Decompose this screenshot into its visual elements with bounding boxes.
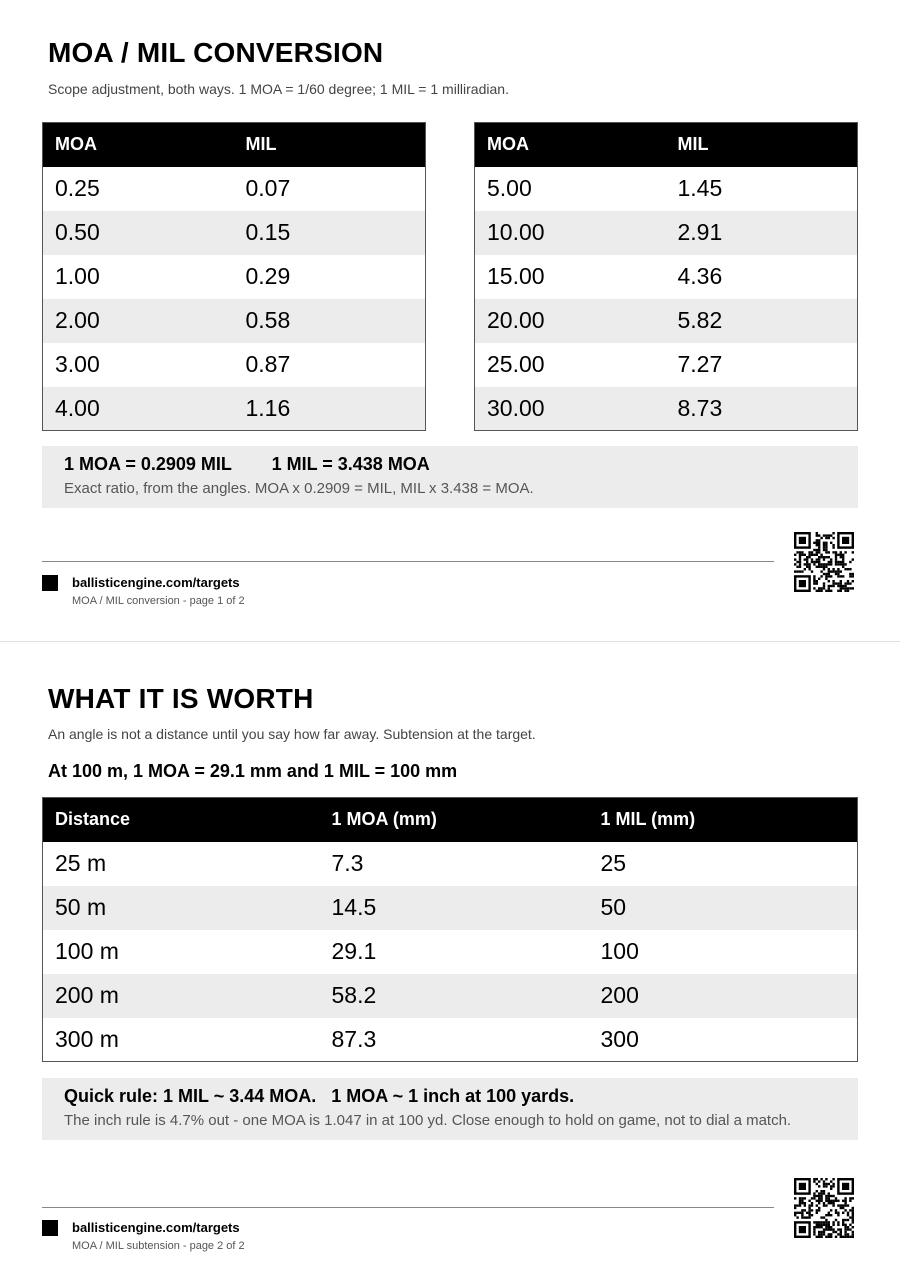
table-cell: 3.00: [55, 351, 100, 377]
table-row: [43, 299, 426, 343]
table-cell: 15.00: [487, 263, 545, 289]
page-2: [0, 642, 900, 1284]
quick-rule-heading: Quick rule: 1 MIL ~ 3.44 MOA. 1 MOA ~ 1 inch at 100 yards.: [64, 1086, 575, 1106]
table-cell: 2.91: [666, 211, 858, 255]
table-cell: 1.45: [677, 175, 723, 201]
table-cell: 100 m: [55, 938, 119, 964]
ratio-note-box: [42, 446, 858, 508]
column-header: 1 MOA (mm): [320, 798, 589, 842]
table-header-row: [43, 798, 858, 842]
table-cell: 200: [589, 974, 858, 1018]
table-cell: 1.16: [234, 387, 426, 431]
column-header: Distance: [43, 798, 320, 842]
table-cell: 30.00: [475, 387, 666, 431]
table-cell: 58.2: [320, 974, 589, 1018]
table-cell: 2.00: [43, 299, 234, 343]
quick-rule-box: [42, 1078, 858, 1140]
table-cell: 200 m: [43, 974, 320, 1018]
qr-code-icon: [794, 1178, 854, 1238]
table-cell: 25: [600, 850, 627, 876]
table-row: [43, 255, 426, 299]
table-cell: 300: [600, 1025, 639, 1052]
table-cell: 4.00: [43, 387, 234, 431]
table-cell: 0.07: [245, 175, 291, 201]
table-cell: 25.00: [487, 351, 545, 377]
table-row: [475, 343, 858, 387]
page-title: WHAT IT IS WORTH: [48, 683, 314, 714]
table-cell: 20.00: [475, 299, 666, 343]
table-row: [43, 387, 426, 431]
page-subtitle: An angle is not a distance until you say how far away. Subtension at the target.: [48, 726, 536, 742]
table-cell: 1.00: [55, 263, 100, 289]
subtension-table: [42, 797, 858, 1062]
table-row: [43, 167, 426, 211]
table-row: [43, 886, 858, 930]
table-cell: 10.00: [475, 211, 666, 255]
qr-code-icon: [794, 532, 854, 592]
column-header: MIL: [666, 123, 858, 167]
column-header: MOA: [43, 123, 234, 167]
table-row: [43, 930, 858, 974]
column-header: MOA: [475, 123, 666, 167]
black-square-icon: [42, 1220, 58, 1236]
conversion-table-right: [474, 122, 858, 431]
table-header-row: [475, 123, 858, 167]
footer-caption: MOA / MIL conversion - page 1 of 2: [72, 595, 245, 607]
table-cell: 5.82: [666, 299, 858, 343]
table-cell: 29.1: [331, 938, 377, 964]
footer-caption: MOA / MIL subtension - page 2 of 2: [72, 1240, 245, 1252]
table-cell: 8.73: [666, 387, 858, 431]
footer-url: ballisticengine.com/targets: [72, 1220, 240, 1235]
conversion-table-left: [42, 122, 426, 431]
quick-rule-text: The inch rule is 4.7% out - one MOA is 1.047 in at 100 yd. Close enough to hold on game, not to dial a match.: [64, 1112, 792, 1129]
table-cell: 300 m: [55, 1025, 119, 1052]
column-header: 1 MIL (mm): [589, 798, 858, 842]
table-header-row: [43, 123, 426, 167]
table-cell: 7.3: [331, 850, 364, 876]
table-cell: 50: [589, 886, 858, 930]
table-row: [43, 343, 426, 387]
column-header: MIL: [234, 123, 426, 167]
table-row: [475, 255, 858, 299]
table-cell: 87.3: [331, 1025, 377, 1052]
table-cell: 0.50: [43, 211, 234, 255]
ratio-note-heading: 1 MOA = 0.2909 MIL 1 MIL = 3.438 MOA: [64, 454, 430, 474]
table-cell: 50 m: [43, 886, 320, 930]
table-cell: 0.58: [234, 299, 426, 343]
table-row: [43, 211, 426, 255]
table-cell: 4.36: [677, 263, 723, 289]
section-heading: At 100 m, 1 MOA = 29.1 mm and 1 MIL = 100 mm: [48, 761, 458, 781]
page-subtitle: Scope adjustment, both ways. 1 MOA = 1/60 degree; 1 MIL = 1 milliradian.: [48, 81, 509, 97]
table-row: [43, 1018, 858, 1062]
table-cell: 25 m: [55, 850, 107, 876]
page-title: MOA / MIL CONVERSION: [48, 37, 384, 68]
table-cell: 14.5: [320, 886, 589, 930]
footer-divider: [42, 1207, 774, 1208]
footer-url: ballisticengine.com/targets: [72, 575, 240, 590]
table-cell: 0.15: [234, 211, 426, 255]
table-cell: 0.29: [245, 263, 291, 289]
table-cell: 0.25: [55, 175, 100, 201]
footer-divider: [42, 561, 774, 562]
table-row: [475, 211, 858, 255]
table-cell: 5.00: [487, 175, 532, 201]
black-square-icon: [42, 575, 58, 591]
table-cell: 0.87: [245, 351, 291, 377]
table-cell: 7.27: [677, 351, 723, 377]
table-row: [475, 387, 858, 431]
table-row: [43, 974, 858, 1018]
table-row: [43, 842, 858, 886]
table-row: [475, 299, 858, 343]
table-row: [475, 167, 858, 211]
table-cell: 100: [600, 938, 639, 964]
ratio-note-text: Exact ratio, from the angles. MOA x 0.2909 = MIL, MIL x 3.438 = MOA.: [64, 480, 534, 497]
